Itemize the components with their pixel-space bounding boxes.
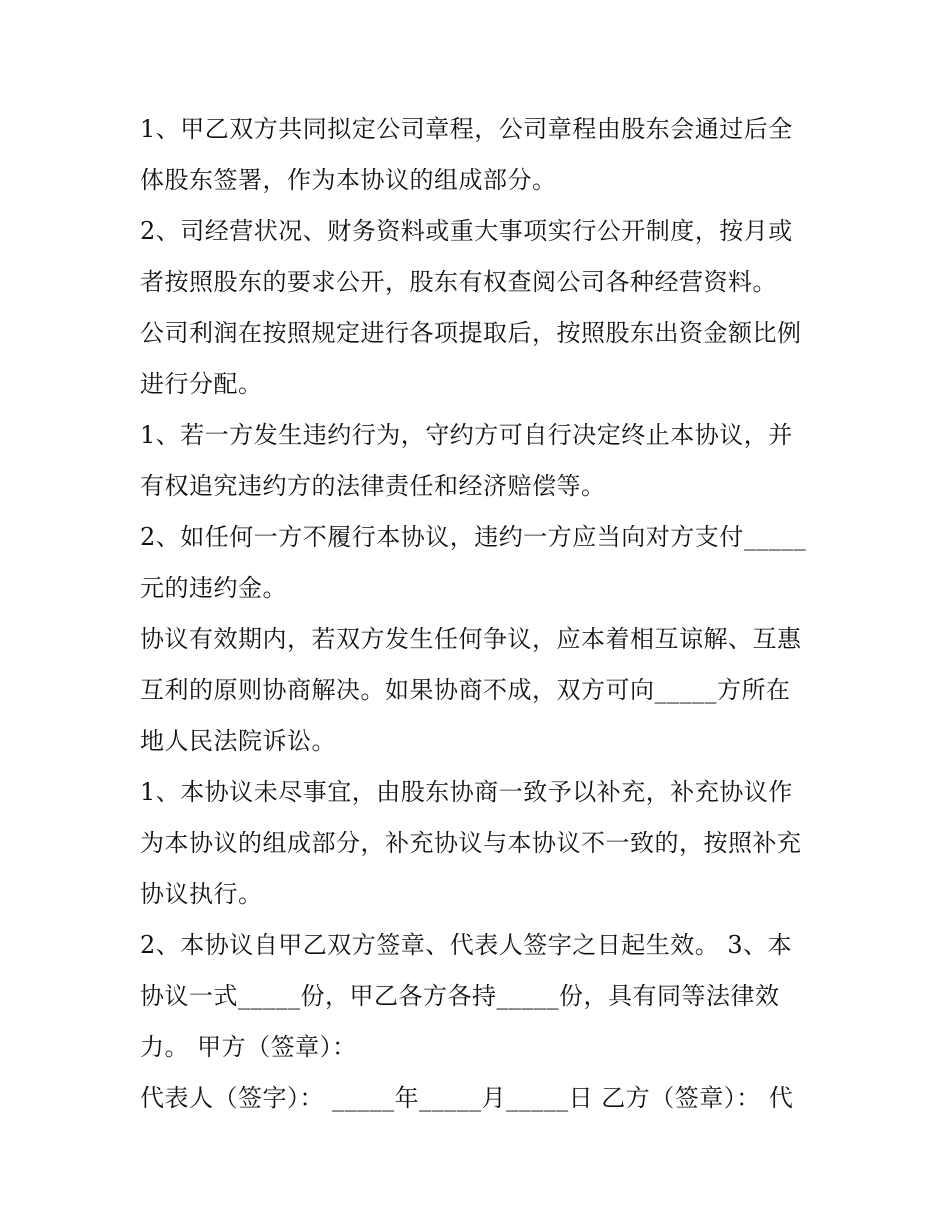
text-line: 元的违约金。: [140, 574, 287, 602]
text-line: 代表人（签字）： _____年_____月_____日 乙方（签章）： 代: [140, 1084, 794, 1112]
text-line: 体股东签署，作为本协议的组成部分。: [140, 166, 557, 194]
text-line: 公司利润在按照规定进行各项提取后，按照股东出资金额比例: [140, 319, 802, 347]
text-line: 进行分配。: [140, 370, 263, 398]
text-line: 协议一式_____份，甲乙各方各持_____份，具有同等法律效: [140, 982, 780, 1010]
text-line: 协议执行。: [140, 880, 263, 908]
text-line: 为本协议的组成部分，补充协议与本协议不一致的，按照补充: [140, 829, 802, 857]
document-body: [140, 104, 820, 1124]
text-line: 互利的原则协商解决。如果协商不成，双方可向_____方所在: [140, 676, 791, 704]
text-line: 2、本协议自甲乙双方签章、代表人签字之日起生效。 3、本: [140, 931, 793, 959]
text-line: 有权追究违约方的法律责任和经济赔偿等。: [140, 472, 606, 500]
text-line: 1、若一方发生违约行为，守约方可自行决定终止本协议，并: [140, 421, 793, 449]
text-line: 力。 甲方（签章）：: [140, 1033, 357, 1061]
text-line: 1、本协议未尽事宜，由股东协商一致予以补充，补充协议作: [140, 778, 793, 806]
text-line: 协议有效期内，若双方发生任何争议，应本着相互谅解、互惠: [140, 625, 802, 653]
text-line: 2、司经营状况、财务资料或重大事项实行公开制度，按月或: [140, 217, 793, 245]
text-line: 地人民法院诉讼。: [140, 727, 336, 755]
text-line: 2、如任何一方不履行本协议，违约一方应当向对方支付_____: [140, 523, 807, 551]
text-line: 者按照股东的要求公开，股东有权查阅公司各种经营资料。: [140, 268, 777, 296]
text-line: 1、甲乙双方共同拟定公司章程，公司章程由股东会通过后全: [140, 115, 793, 143]
